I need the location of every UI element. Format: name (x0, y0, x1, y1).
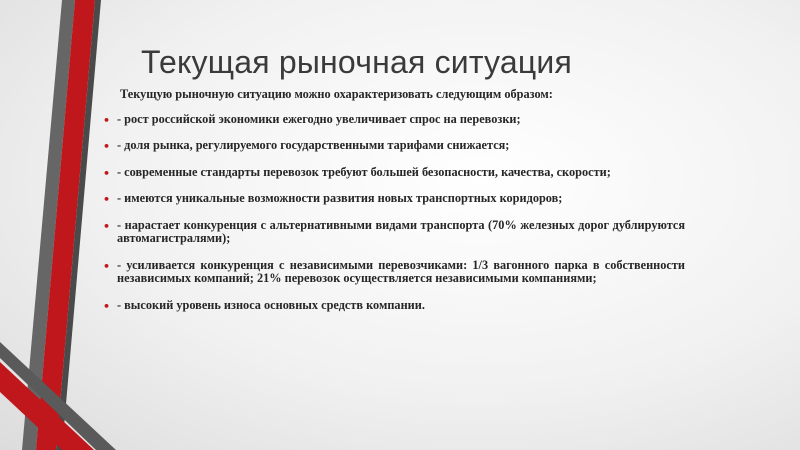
bullet-text: - усиливается конкуренция с независимыми перевозчиками: 1/3 вагонного парка в собственности независимых компаний; 21% перевозок осуществляется независимыми компаниями; (117, 257, 685, 285)
bullet-text: - рост российской экономики ежегодно увеличивает спрос на перевозки; (117, 111, 521, 126)
bullet-text: - имеются уникальные возможности развития новых транспортных коридоров; (117, 191, 563, 205)
bullet-icon: • (103, 259, 111, 273)
bullet-icon: • (103, 166, 111, 180)
list-item (100, 192, 685, 206)
bullet-text: - доля рынка, регулируемого государственными тарифами снижается; (117, 138, 510, 152)
intro-text: Текущую рыночную ситуацию можно охарактеризовать следующим образом: (120, 87, 553, 101)
bullet-icon: • (103, 140, 111, 153)
bullet-text: - современные стандарты перевозок требуют большей безопасности, качества, скорости; (117, 164, 611, 179)
bullet-icon: • (103, 219, 111, 233)
bullet-text: - нарастает конкуренция с альтернативными видами транспорта (70% железных дорог дублируются автомагистралями); (117, 217, 685, 245)
bullet-icon: • (103, 299, 111, 313)
list-item (100, 113, 685, 127)
list-item (100, 139, 685, 153)
bullet-icon: • (103, 193, 111, 206)
bullet-text: - высокий уровень износа основных средств компании. (117, 297, 425, 312)
list-item (100, 219, 685, 246)
bullet-icon: • (103, 113, 111, 127)
slide-title: Текущая рыночная ситуация (141, 44, 573, 80)
list-item (100, 259, 685, 286)
list-item (100, 166, 685, 180)
bullet-list (100, 113, 685, 313)
slide-body (100, 88, 685, 325)
list-item (100, 299, 685, 313)
